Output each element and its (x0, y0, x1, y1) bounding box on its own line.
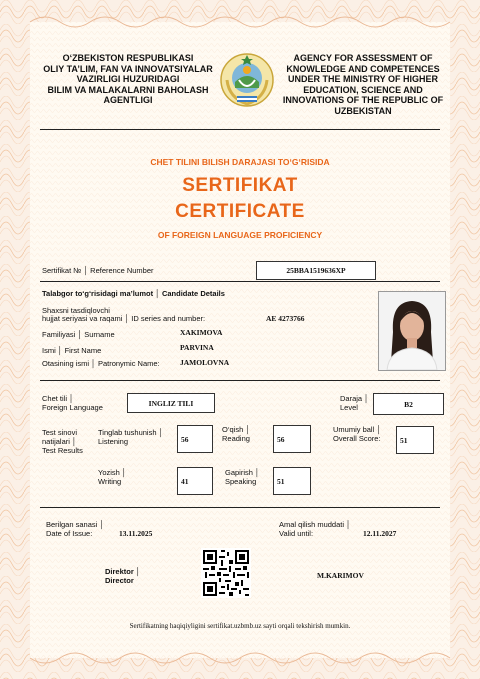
level-field: B2 (373, 393, 444, 415)
candidate-heading: Talabgor to‘g‘risidagi ma’lumot │ Candidate Details (42, 289, 225, 298)
reference-label: Sertifikat № │ Reference Number (42, 266, 154, 275)
header-left-line: AGENTLIGI (103, 95, 153, 105)
language-field: INGLIZ TILI (127, 393, 215, 413)
header-right-line: UZBEKISTAN (334, 105, 392, 116)
first-name-label: Ismi │ First Name (42, 346, 102, 355)
speaking-label-line2: Speaking (225, 477, 257, 486)
director-label-line1: Direktor │ (105, 567, 141, 576)
issue-date-value: 13.11.2025 (119, 529, 153, 538)
level-label-line2: Level (340, 403, 358, 412)
reading-label-line2: Reading (222, 434, 250, 443)
header-left-line: VAZIRLIGI HUZURIDAGI (76, 74, 180, 84)
speaking-label-line1: Gapirish │ (225, 468, 260, 477)
level-label-line1: Daraja │ (340, 394, 369, 403)
header-divider (40, 129, 440, 130)
reference-divider (40, 281, 440, 282)
overall-label-line1: Umumiy ball │ (333, 425, 382, 434)
overall-label-line2: Overall Score: (333, 434, 381, 443)
valid-until-label-line2: Valid until: (279, 529, 314, 538)
title-subtitle-uz: CHET TILINI BILISH DARAJASI TO‘G‘RISIDA (150, 157, 330, 167)
valid-until-value: 12.11.2027 (363, 529, 397, 538)
reference-number-field: 25BBA1519636XP (256, 261, 376, 280)
id-value: AE 4273766 (266, 314, 305, 323)
title-main-en: CERTIFICATE (175, 201, 305, 222)
verification-footer: Sertifikatning haqiqiyligini sertifikat.uzbmb.uz sayti orqali tekshirish mumkin. (129, 622, 351, 630)
valid-until-label-line1: Amal qilish muddati │ (279, 520, 351, 529)
listening-label-line1: Tinglab tushunish │ (98, 428, 164, 437)
reading-score-field: 56 (273, 425, 311, 453)
header-left-line: OLIY TA’LIM, FAN VA INNOVATSIYALAR (43, 63, 213, 74)
candidate-photo (378, 291, 446, 371)
header-right-line: EDUCATION, SCIENCE AND (303, 84, 423, 95)
writing-score-field: 41 (177, 467, 213, 495)
results-label-line2: natijalari │ (42, 437, 77, 446)
header-right (278, 53, 448, 116)
header-right-line: KNOWLEDGE AND COMPETENCES (286, 63, 440, 74)
patronymic-value: JAMOLOVNA (180, 358, 230, 367)
surname-label: Familiyasi │ Surname (42, 330, 115, 339)
first-name-value: PARVINA (180, 343, 214, 352)
writing-label-line1: Yozish │ (98, 468, 127, 477)
language-label-line1: Chet tili │ (42, 394, 74, 403)
surname-value: XAKIMOVA (180, 328, 223, 337)
header-right-line: INNOVATIONS OF THE REPUBLIC OF (282, 95, 444, 105)
header-left (38, 53, 218, 106)
listening-label-line2: Listening (98, 437, 129, 446)
listening-score-field: 56 (177, 425, 213, 453)
director-name: M.KARIMOV (317, 571, 364, 580)
id-label-line2: hujjat seriyasi va raqami │ ID series and number: (42, 314, 206, 323)
header-right-line: UNDER THE MINISTRY OF HIGHER (287, 74, 438, 84)
header-left-line: O‘ZBEKISTON RESPUBLIKASI (62, 53, 194, 63)
overall-score-field: 51 (396, 426, 434, 454)
reading-label-line1: O‘qish │ (222, 425, 251, 434)
language-label-line2: Foreign Language (42, 403, 103, 412)
uzbekistan-emblem-icon (219, 52, 275, 108)
director-label-line2: Director (105, 576, 134, 585)
header-left-line: BILIM VA MALAKALARNI BAHOLASH (47, 84, 209, 95)
title-subtitle-en: OF FOREIGN LANGUAGE PROFICIENCY (157, 230, 323, 240)
issue-date-label-line2: Date of Issue: (46, 529, 93, 538)
id-label-line1: Shaxsni tasdiqlovchi (42, 306, 110, 315)
speaking-score-field: 51 (273, 467, 311, 495)
results-label-line1: Test sinovi (42, 428, 78, 437)
title-main-uz: SERTIFIKAT (182, 175, 298, 196)
issue-date-label-line1: Berilgan sanasi │ (46, 520, 105, 529)
candidate-divider (40, 380, 440, 381)
results-label-line3: Test Results (42, 446, 83, 455)
results-divider (40, 507, 440, 508)
verification-qr-code-icon (201, 548, 251, 598)
writing-label-line2: Writing (98, 477, 122, 486)
patronymic-label: Otasining ismi │ Patronymic Name: (42, 359, 160, 368)
header-right-line: AGENCY FOR ASSESSMENT OF (293, 53, 433, 63)
